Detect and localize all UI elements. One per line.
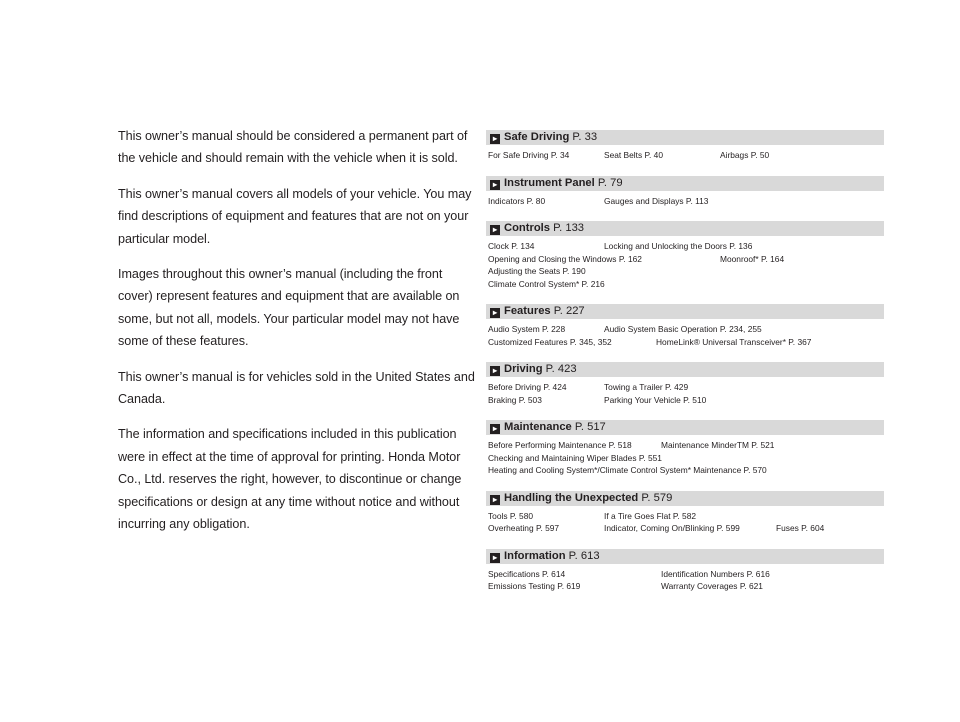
toc-link[interactable]: Seat Belts P. 40	[604, 150, 663, 160]
toc-link[interactable]: Audio System Basic Operation P. 234, 255	[604, 324, 762, 334]
toc-row	[486, 510, 884, 523]
arrow-icon: ▸	[490, 180, 500, 190]
toc-row	[486, 265, 884, 278]
toc-section-controls	[486, 221, 884, 290]
toc-link[interactable]: Customized Features P. 345, 352	[488, 336, 612, 347]
section-header[interactable]: ▸ Maintenance P. 517	[486, 420, 884, 435]
toc-link[interactable]: Checking and Maintaining Wiper Blades P. 551	[488, 452, 662, 463]
toc-section-safe-driving	[486, 130, 884, 162]
toc-link[interactable]: Specifications P. 614	[488, 568, 566, 579]
toc-link[interactable]: Before Driving P. 424	[488, 382, 567, 392]
toc-link[interactable]: Fuses P. 604	[776, 523, 825, 533]
intro-paragraph: This owner’s manual covers all models of your vehicle. You may find descriptions of equipment and features that are not on your particular model.	[118, 186, 472, 246]
toc-link[interactable]: Clock P. 134	[488, 241, 535, 251]
intro-paragraph: Images throughout this owner’s manual (including the front cover) represent features and equipment that are available on some, but not all, models. Your particular model may not have some of these features.	[118, 267, 460, 349]
toc-link[interactable]: Indicator, Coming On/Blinking P. 599	[604, 523, 740, 533]
toc-link[interactable]: Gauges and Displays P. 113	[604, 195, 709, 206]
toc-row	[486, 323, 884, 336]
section-header[interactable]: ▸ Features P. 227	[486, 304, 884, 319]
toc-row	[486, 568, 884, 581]
toc-link[interactable]: Emissions Testing P. 619	[488, 581, 581, 591]
toc-row	[486, 522, 884, 535]
arrow-icon: ▸	[490, 134, 500, 144]
toc-row	[486, 381, 884, 394]
toc-row	[486, 439, 884, 452]
toc-link[interactable]: HomeLink® Universal Transceiver* P. 367	[656, 336, 812, 347]
arrow-icon: ▸	[490, 366, 500, 376]
arrow-icon: ▸	[490, 495, 500, 505]
section-header[interactable]: ▸ Driving P. 423	[486, 362, 884, 377]
toc-link[interactable]: Tools P. 580	[488, 510, 534, 521]
section-header[interactable]: ▸ Information P. 613	[486, 549, 884, 564]
toc-link[interactable]: Heating and Cooling System*/Climate Control System* Maintenance P. 570	[488, 465, 767, 475]
intro-paragraph: This owner’s manual is for vehicles sold in the United States and Canada.	[118, 369, 475, 407]
table-of-contents	[486, 130, 884, 607]
toc-row	[486, 580, 884, 593]
toc-link[interactable]: Maintenance MinderTM P. 521	[661, 440, 775, 450]
toc-link[interactable]: Climate Control System* P. 216	[488, 278, 605, 289]
toc-link[interactable]: Parking Your Vehicle P. 510	[604, 394, 707, 405]
intro-paragraph: The information and specifications included in this publication were in effect at the time of approval for printing. Honda Motor Co., Ltd. reserves the right, however, to discontinue or change specifications or design at any time without notice and without incurring any obligation.	[118, 427, 462, 532]
toc-row	[486, 278, 884, 291]
toc-link[interactable]: Indicators P. 80	[488, 195, 546, 206]
toc-row	[486, 149, 884, 162]
toc-link[interactable]: For Safe Driving P. 34	[488, 150, 570, 160]
arrow-icon: ▸	[490, 225, 500, 235]
toc-link[interactable]: Airbags P. 50	[720, 150, 770, 160]
intro-text	[118, 125, 480, 549]
toc-link[interactable]: Towing a Trailer P. 429	[604, 382, 689, 392]
toc-link[interactable]: Opening and Closing the Windows P. 162	[488, 253, 642, 264]
toc-row	[486, 240, 884, 253]
toc-section-features	[486, 304, 884, 348]
toc-link[interactable]: Identification Numbers P. 616	[661, 568, 770, 579]
toc-row	[486, 253, 884, 266]
toc-row	[486, 336, 884, 349]
section-header[interactable]: ▸ Instrument Panel P. 79	[486, 176, 884, 191]
toc-link[interactable]: Before Performing Maintenance P. 518	[488, 440, 632, 450]
toc-link[interactable]: Warranty Coverages P. 621	[661, 581, 763, 591]
arrow-icon: ▸	[490, 308, 500, 318]
toc-row	[486, 394, 884, 407]
toc-section-information	[486, 549, 884, 593]
toc-link[interactable]: Adjusting the Seats P. 190	[488, 266, 586, 276]
toc-section-maintenance	[486, 420, 884, 477]
arrow-icon: ▸	[490, 553, 500, 563]
toc-link[interactable]: Braking P. 503	[488, 394, 542, 405]
toc-link[interactable]: Locking and Unlocking the Doors P. 136	[604, 241, 753, 251]
section-header[interactable]: ▸ Controls P. 133	[486, 221, 884, 236]
toc-link[interactable]: If a Tire Goes Flat P. 582	[604, 510, 697, 521]
section-header[interactable]: ▸ Handling the Unexpected P. 579	[486, 491, 884, 506]
toc-row	[486, 464, 884, 477]
toc-section-driving	[486, 362, 884, 406]
toc-link[interactable]: Overheating P. 597	[488, 523, 560, 533]
toc-link[interactable]: Moonroof* P. 164	[720, 253, 785, 264]
toc-section-instrument-panel	[486, 176, 884, 208]
toc-section-handling-the-unexpected	[486, 491, 884, 535]
toc-row	[486, 452, 884, 465]
section-header[interactable]: ▸ Safe Driving P. 33	[486, 130, 884, 145]
arrow-icon: ▸	[490, 424, 500, 434]
intro-paragraph: This owner’s manual should be considered a permanent part of the vehicle and should remain with the vehicle when it is sold.	[118, 129, 468, 166]
toc-row	[486, 195, 884, 208]
toc-link[interactable]: Audio System P. 228	[488, 324, 566, 334]
